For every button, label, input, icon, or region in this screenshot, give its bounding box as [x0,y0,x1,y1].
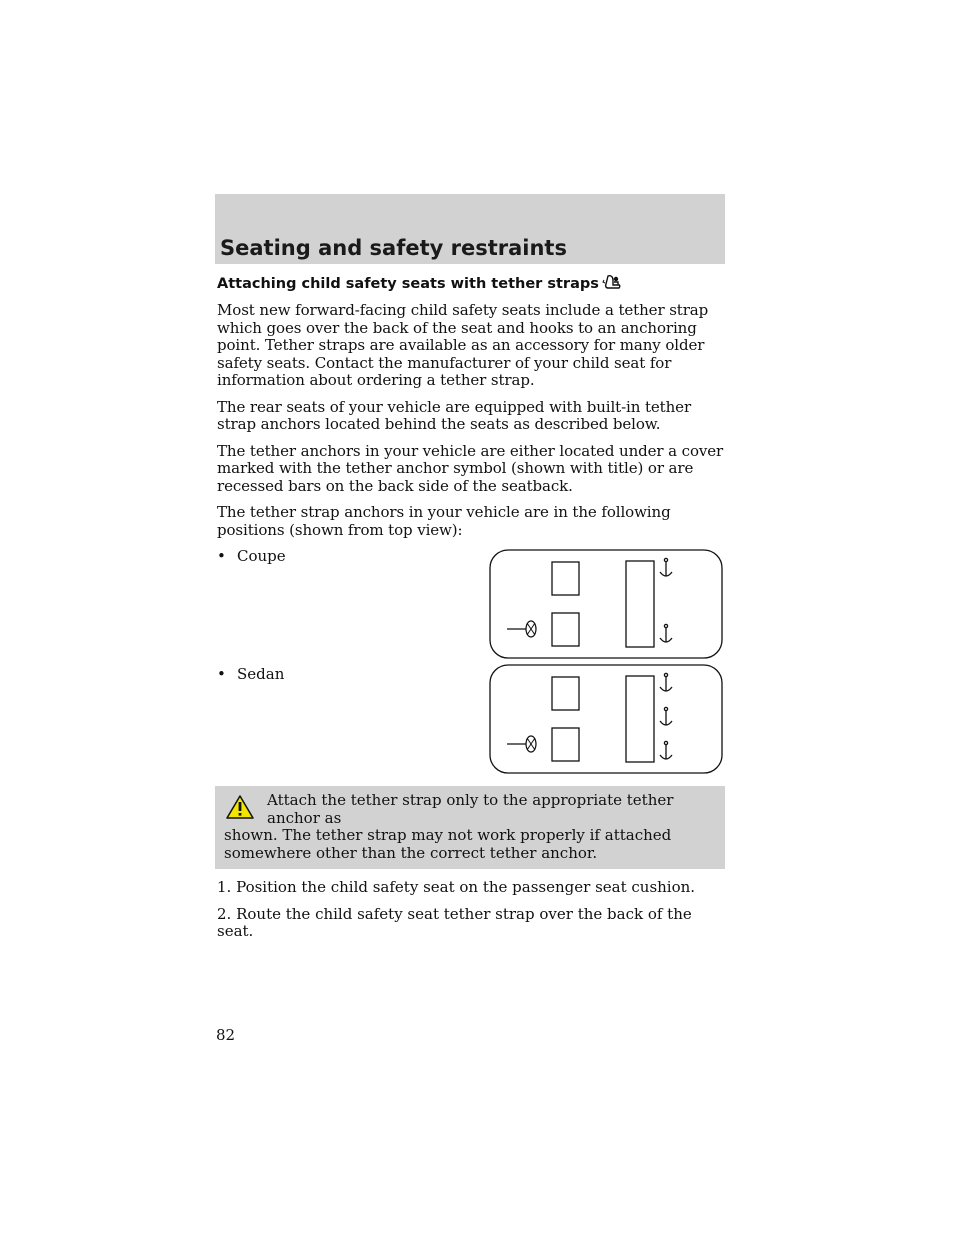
warning-rest: shown. The tether strap may not work properly if attached somewhere other than the correct tether anchor. [224,826,672,862]
warning-triangle-icon [225,794,255,820]
page-title: Seating and safety restraints [220,236,567,260]
bullet-sedan-text [217,666,284,684]
bullet-coupe-text [217,548,286,566]
bullet-coupe-label: Coupe [237,547,286,565]
paragraph-4: The tether strap anchors in your vehicle are in the following positions (shown from top view): [217,503,671,539]
bullet-sedan-label: Sedan [237,665,285,683]
paragraph-1: Most new forward-facing child safety seats include a tether strap which goes over the back of the seat and hooks to an anchoring point. Tether straps are available as an accessory for many older safety seats. Contact the manufacturer of your child seat for information about ordering a tether strap. [217,301,709,389]
bullet-coupe [217,548,729,666]
step-2: 2. Route the child safety seat tether strap over the back of the seat. [217,904,692,940]
step-1: 1. Position the child safety seat on the passenger seat cushion. [217,878,696,896]
bullet-glyph: • [217,547,226,565]
page-number: 82 [216,1026,236,1044]
warning-first-line: Attach the tether strap only to the appropriate tether anchor as [267,791,674,827]
bullet-sedan [217,666,729,778]
section-heading-text: Attaching child safety seats with tether straps [217,276,599,292]
bullet-glyph: • [217,665,226,683]
paragraph-3: The tether anchors in your vehicle are either located under a cover marked with the tether anchor symbol (shown with title) or are recessed bars on the back side of the seatback. [217,441,724,495]
sedan-top-view-diagram [489,664,725,776]
coupe-top-view-diagram [489,549,725,661]
section-heading [217,274,729,292]
warning-box [215,786,725,869]
content [217,274,729,950]
child-seat-icon [602,274,622,292]
paragraph-2: The rear seats of your vehicle are equipped with built-in tether strap anchors located behind the seats as described below. [217,397,692,433]
